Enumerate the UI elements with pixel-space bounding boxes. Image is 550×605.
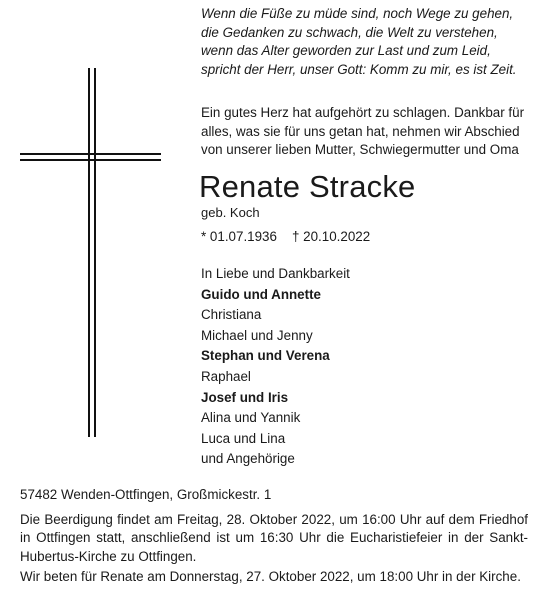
family-row: Raphael: [201, 368, 251, 384]
family-row: Luca und Lina: [201, 430, 286, 446]
family-row: Stephan und Verena: [201, 348, 330, 364]
poem-line: Wenn die Füße zu müde sind, noch Wege zu gehen,: [201, 6, 514, 21]
funeral-notice: [20, 511, 528, 566]
funeral-notice-line: Die Beerdigung findet am Freitag, 28. Oktober 2022, um 16:00 Uhr auf dem Friedhof: [20, 512, 528, 527]
funeral-notice-line: in Ottfingen statt, anschließend ist um 16:30 Uhr die Eucharistiefeier in der Sankt-: [20, 530, 528, 546]
intro-text: [201, 104, 546, 160]
family-row: Alina und Yannik: [201, 410, 301, 426]
poem-line: wenn das Alter geworden zur Last und zum Leid,: [201, 43, 491, 59]
intro-line: Ein gutes Herz hat aufgehört zu schlagen. Dankbar für: [201, 105, 525, 120]
funeral-notice-line: Hubertus-Kirche zu Ottfingen.: [20, 548, 197, 564]
family-row: In Liebe und Dankbarkeit: [201, 266, 350, 281]
death-date: † 20.10.2022: [292, 229, 371, 244]
family-row: Michael und Jenny: [201, 327, 313, 343]
poem: [201, 5, 541, 79]
intro-line: von unserer lieben Mutter, Schwiegermutter und Oma: [201, 142, 519, 158]
family-row: und Angehörige: [201, 451, 295, 467]
intro-line: alles, was sie für uns getan hat, nehmen wir Abschied: [201, 123, 520, 139]
family-row: Christiana: [201, 307, 262, 323]
prayer-notice: Wir beten für Renate am Donnerstag, 27. Oktober 2022, um 18:00 Uhr in der Kirche.: [20, 569, 521, 584]
family-list: [201, 264, 350, 470]
deceased-name: Renate Stracke: [199, 169, 416, 204]
poem-line: die Gedanken zu schwach, die Welt zu verstehen,: [201, 24, 498, 40]
birth-name: geb. Koch: [201, 205, 260, 220]
poem-line: spricht der Herr, unser Gott: Komm zu mir, es ist Zeit.: [201, 61, 517, 77]
family-row: Josef und Iris: [201, 389, 289, 405]
family-address: 57482 Wenden-Ottfingen, Großmickestr. 1: [20, 487, 272, 502]
life-dates: [201, 228, 371, 246]
family-row: Guido und Annette: [201, 286, 321, 302]
birth-date: * 01.07.1936: [201, 229, 277, 244]
